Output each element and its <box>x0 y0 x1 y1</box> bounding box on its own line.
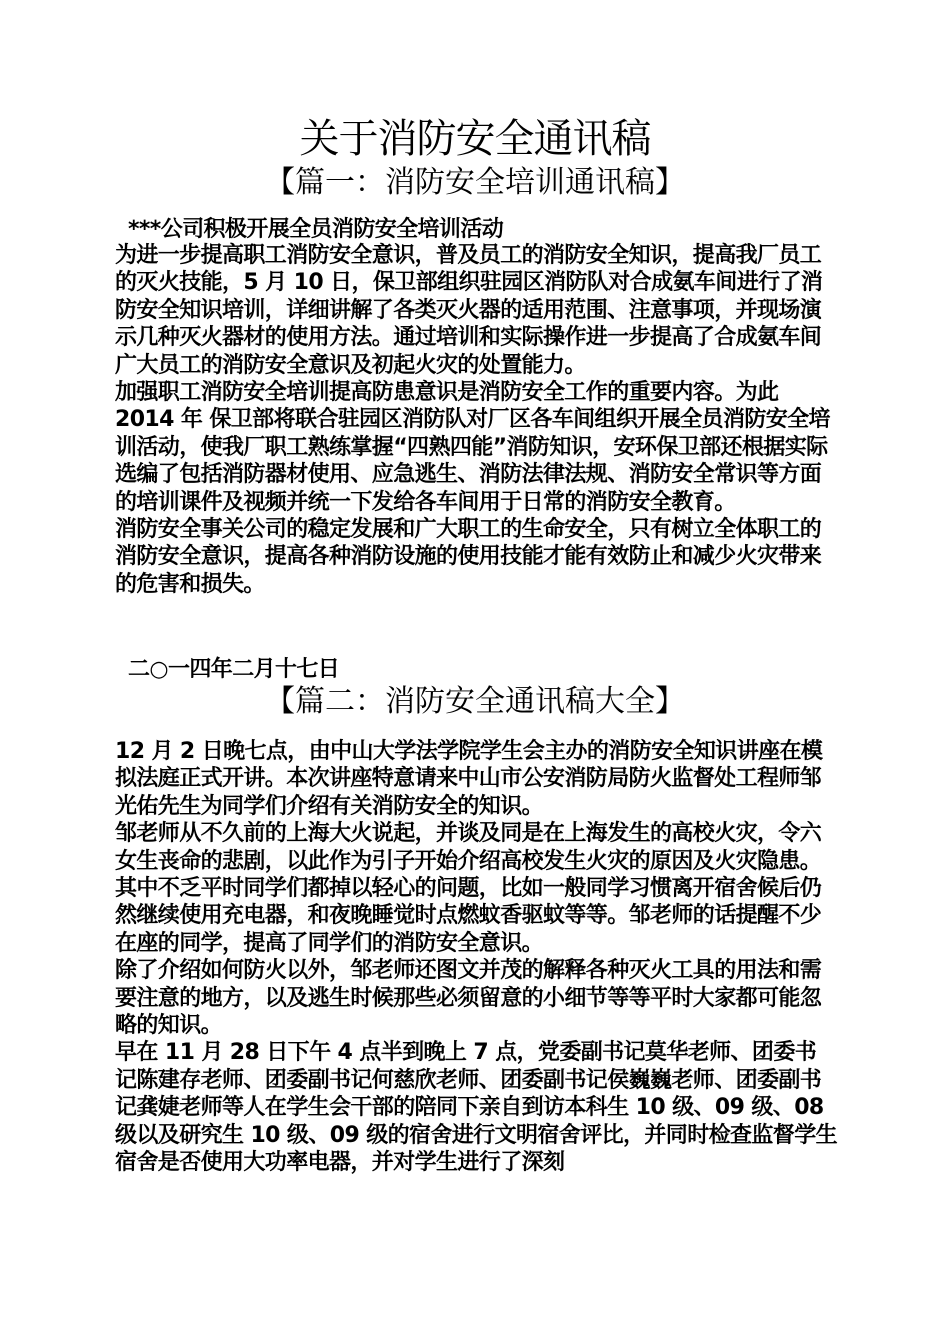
section1-paragraph-2: 加强职工消防安全培训提高防患意识是消防安全工作的重要内容。为此 2014 年 保卫部将联合驻园区消防队对厂区各车间组织开展全员消防安全培训活动，使我厂职工熟练掌握“四熟四能”消防知识，安环保卫部还根据实际选编了包括消防器材使用、应急逃生、消防法律法规、消防安全常识等方面的培训课件及视频并统一下发给各车间用于日常的消防安全教育。 <box>115 380 830 515</box>
section1-heading: 【篇一：消防安全培训通讯稿】 <box>265 165 685 200</box>
section1-date: 二○一四年二月十七日 <box>128 657 340 682</box>
section1-paragraph-1: 为进一步提高职工消防安全意识，普及员工的消防安全知识，提高我厂员工的灭火技能，5 月 10 日，保卫部组织驻园区消防队对合成氨车间进行了消防安全知识培训，详细讲解了各类灭火器的适用范围、注意事项，并现场演示几种灭火器材的使用方法。通过培训和实际操作进一步提高了合成氨车间广大员工的消防安全意识及初起火灾的处置能力。 <box>115 243 823 378</box>
section2-paragraph-2: 邹老师从不久前的上海大火说起，并谈及同是在上海发生的高校火灾，令六女生丧命的悲剧，以此作为引子开始介绍高校发生火灾的原因及火灾隐患。其中不乏平时同学们都掉以轻心的问题，比如一般同学习惯离开宿舍候后仍然继续使用充电器，和夜晚睡觉时点燃蚊香驱蚊等等。邹老师的话提醒不少在座的同学，提高了同学们的消防安全意识。 <box>115 821 822 956</box>
section2-paragraph-4: 早在 11 月 28 日下午 4 点半到晚上 7 点，党委副书记莫华老师、团委书记陈建存老师、团委副书记何慈欣老师、团委副书记侯巍巍老师、团委副书记龚婕老师等人在学生会干部的陪同下亲自到访本科生 10 级、09 级、08 级以及研究生 10 级、09 级的宿舍进行文明宿舍评比，并同时检查监督学生宿舍是否使用大功率电器，并对学生进行了深刻 <box>115 1040 838 1176</box>
section2-body <box>115 738 837 1177</box>
section2-paragraph-3: 除了介绍如何防火以外，邹老师还图文并茂的解释各种灭火工具的用法和需要注意的地方，以及逃生时候那些必须留意的小细节等等平时大家都可能忽略的知识。 <box>115 958 822 1039</box>
section1-body <box>115 242 837 598</box>
section2-paragraph-1: 12 月 2 日晚七点，由中山大学法学院学生会主办的消防安全知识讲座在模拟法庭正式开讲。本次讲座特意请来中山市公安消防局防火监督处工程师邹光佑先生为同学们介绍有关消防安全的知识。 <box>115 739 823 819</box>
document-title: 关于消防安全通讯稿 <box>299 116 651 162</box>
section1-paragraph-3: 消防安全事关公司的稳定发展和广大职工的生命安全，只有树立全体职工的消防安全意识，提高各种消防设施的使用技能才能有效防止和减少火灾带来的危害和损失。 <box>115 517 822 597</box>
section1-subheading: ***公司积极开展全员消防安全培训活动 <box>128 217 504 242</box>
section2-heading: 【篇二：消防安全通讯稿大全】 <box>265 684 685 719</box>
